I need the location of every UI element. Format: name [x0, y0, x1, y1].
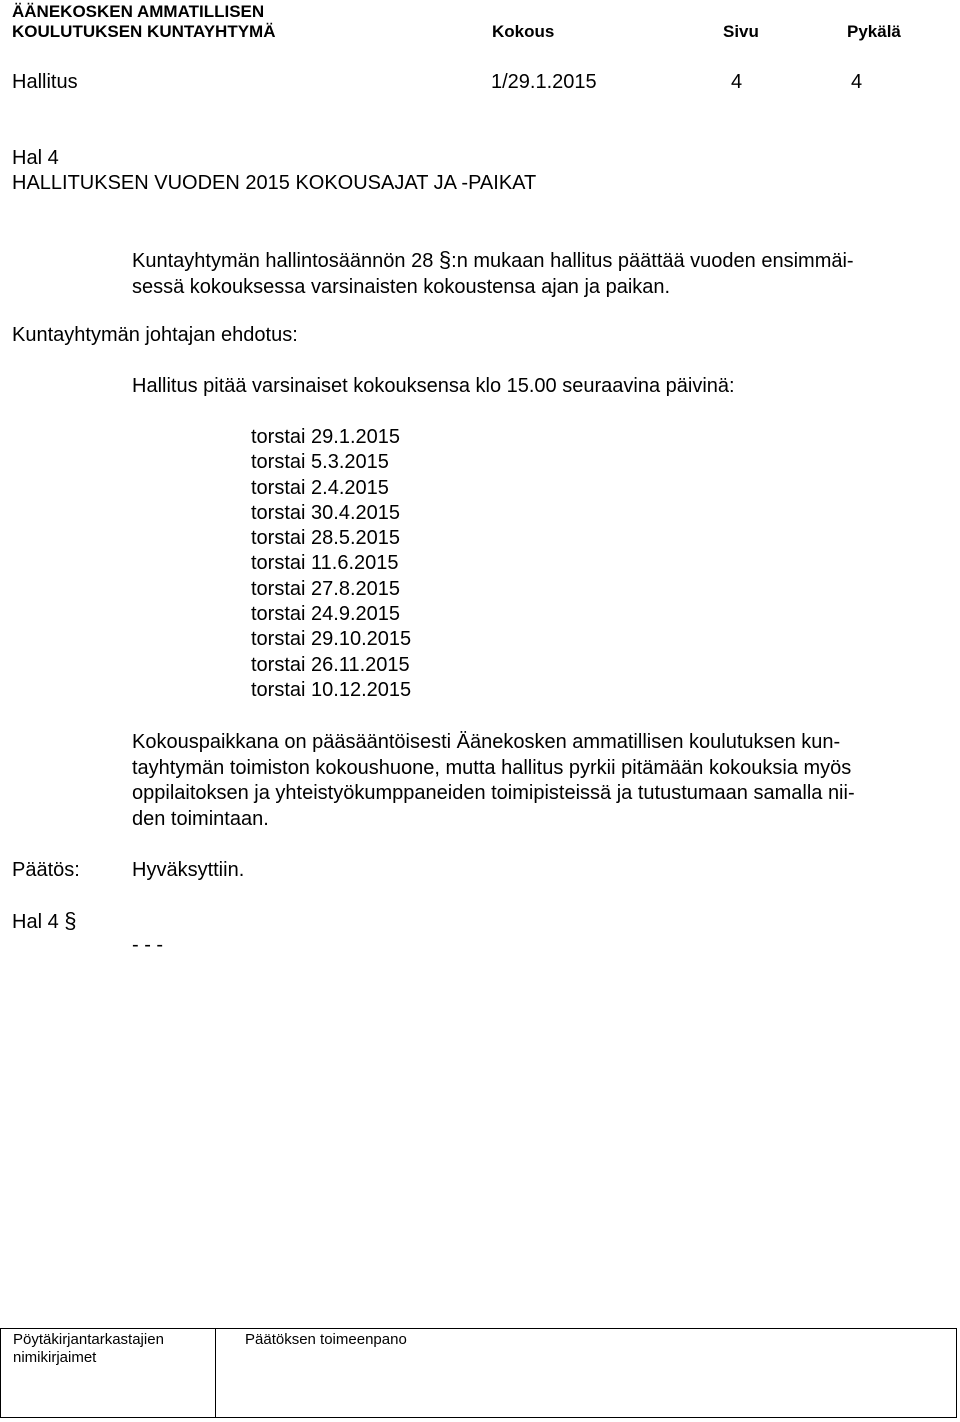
meeting-date-item: torstai 28.5.2015 [251, 527, 400, 550]
pykala-label: Pykälä [847, 22, 901, 41]
meeting-date-item: torstai 30.4.2015 [251, 501, 400, 524]
meeting-date: 1/29.1.2015 [491, 71, 597, 93]
kokous-label: Kokous [492, 22, 555, 41]
meeting-date-item: torstai 10.12.2015 [251, 678, 412, 701]
meeting-dates-list [251, 425, 411, 703]
body-name: Hallitus [12, 71, 78, 93]
proposal-text: Hallitus pitää varsinaiset kokouksensa klo 15.00 seuraavina päivinä: [132, 375, 735, 397]
intro-line2: sessä kokouksessa varsinaisten kokoustensa ajan ja paikan. [132, 275, 671, 298]
meeting-date-item: torstai 2.4.2015 [251, 476, 389, 499]
location-paragraph [132, 730, 932, 832]
decision-text: Hyväksyttiin. [132, 859, 245, 881]
decision-label: Päätös: [12, 859, 80, 881]
meeting-date-item: torstai 27.8.2015 [251, 577, 400, 600]
location-line4: den toimintaan. [132, 807, 269, 830]
signatures-label-line1: Pöytäkirjantarkastajien [13, 1331, 164, 1348]
meeting-date-item: torstai 24.9.2015 [251, 603, 400, 626]
closing-id: Hal 4 [12, 911, 59, 933]
meeting-date-item: torstai 11.6.2015 [251, 552, 399, 575]
page-number: 4 [731, 71, 743, 93]
proposal-label: Kuntayhtymän johtajan ehdotus: [12, 324, 298, 346]
meeting-date-item: torstai 29.1.2015 [251, 426, 400, 448]
item-id: Hal 4 [12, 147, 59, 169]
intro-line1-before: Kuntayhtymän hallintosäännön 28 [132, 250, 439, 272]
footer-divider [215, 1329, 216, 1417]
intro-paragraph [132, 247, 932, 300]
organization-name-line1: ÄÄNEKOSKEN AMMATILLISEN [12, 2, 265, 21]
footer-box [0, 1328, 957, 1418]
signatures-label-line2: nimikirjaimet [13, 1349, 97, 1366]
meeting-date-item: torstai 5.3.2015 [251, 451, 389, 474]
location-line2: tayhtymän toimiston kokoushuone, mutta hallitus pyrkii pitämään kokouksia myös [132, 756, 852, 779]
execution-cell [245, 1331, 407, 1349]
sivu-label: Sivu [723, 22, 759, 41]
intro-line1 [132, 247, 932, 275]
closing-section-sign: § [64, 908, 77, 933]
item-title: HALLITUKSEN VUODEN 2015 KOKOUSAJAT JA -PAIKAT [12, 172, 537, 194]
closing-dashes: - - - [132, 934, 164, 956]
location-line3: oppilaitoksen ja yhteistyökumppaneiden toimipisteissä ja tutustumaan samalla nii- [132, 782, 855, 804]
execution-label: Päätöksen toimeenpano [245, 1331, 407, 1348]
location-line1: Kokouspaikkana on pääsääntöisesti Äänekosken ammatillisen koulutuksen kun- [132, 731, 841, 753]
organization-name [12, 2, 276, 42]
intro-line1-after: :n mukaan hallitus päättää vuoden ensimmäi- [451, 250, 854, 272]
meeting-date-item: torstai 29.10.2015 [251, 628, 412, 651]
meeting-date-item: torstai 26.11.2015 [251, 653, 410, 676]
section-sign: § [438, 247, 452, 272]
organization-name-line2: KOULUTUKSEN KUNTAYHTYMÄ [12, 22, 276, 41]
section-number: 4 [851, 71, 863, 93]
signatures-cell [13, 1331, 164, 1367]
closing-item-id [12, 908, 77, 936]
